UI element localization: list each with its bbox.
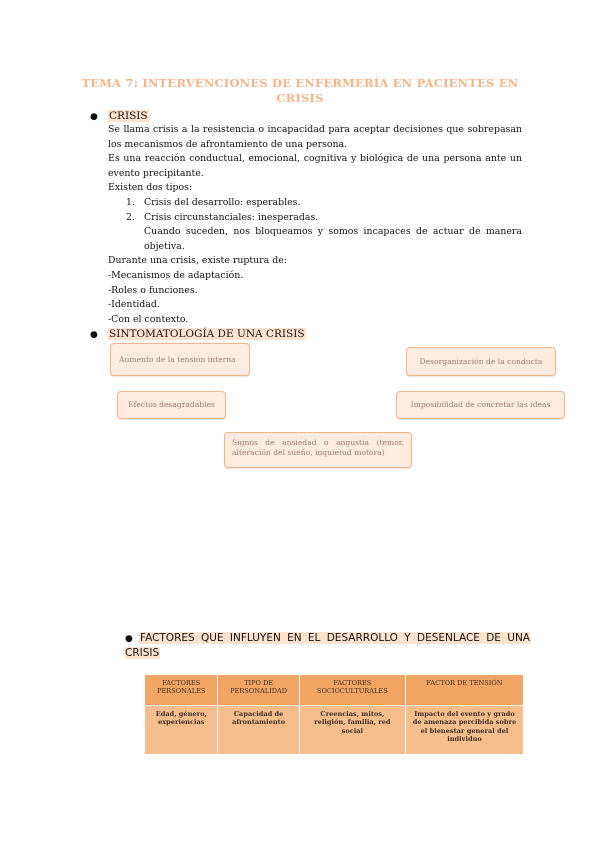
crisis-rupture-intro: Durante una crisis, existe ruptura de: bbox=[108, 255, 287, 267]
symptom-box: Signos de ansiedad o angustia (temor, alteración del sueño, inquietud motora) bbox=[224, 432, 412, 468]
table-cell: Capacidad de afrontamiento bbox=[218, 706, 299, 755]
symptom-box: Efectos desagradables bbox=[117, 391, 226, 419]
table-row bbox=[145, 706, 524, 755]
bullet-icon: ● bbox=[90, 112, 98, 122]
table-header-cell: FACTORES SOCIOCULTURALES bbox=[299, 675, 405, 706]
table-cell: Impacto del evento y grado de amenaza percibida sobre el bienestar general del individuo bbox=[405, 706, 523, 755]
table-header-row bbox=[145, 675, 524, 706]
table-cell: Creencias, mitos, religión, familia, red social bbox=[299, 706, 405, 755]
table-header-cell: TIPO DE PERSONALIDAD bbox=[218, 675, 299, 706]
crisis-heading-row bbox=[90, 110, 149, 124]
table-cell: Edad, género, experiencias bbox=[145, 706, 218, 755]
crisis-types-intro: Existen dos tipos: bbox=[108, 182, 193, 194]
symptom-box: Imposibilidad de concretar las ideas bbox=[396, 391, 565, 419]
symptom-box: Aumento de la tensión interna bbox=[110, 343, 250, 376]
page-title: TEMA 7: INTERVENCIONES DE ENFERMERÍA EN PACIENTES EN CRISIS bbox=[81, 76, 519, 105]
factors-heading: FACTORES QUE INFLUYEN EN EL DESARROLLO Y DESENLACE DE UNA CRISIS bbox=[125, 632, 530, 659]
rupture-item: -Con el contexto. bbox=[108, 313, 189, 325]
factors-table bbox=[144, 674, 524, 755]
bullet-icon: ● bbox=[90, 330, 98, 340]
crisis-body bbox=[108, 123, 522, 327]
rupture-item: -Identidad. bbox=[108, 299, 160, 311]
table-header-cell: FACTOR DE TENSIÓN bbox=[405, 675, 523, 706]
symptoms-heading: SINTOMATOLOGÍA DE UNA CRISIS bbox=[109, 328, 305, 340]
symptom-box: Desorganización de la conducta bbox=[406, 347, 556, 376]
rupture-item: -Mecanismos de adaptación. bbox=[108, 269, 244, 281]
crisis-types-note: Cuando suceden, nos bloqueamos y somos incapaces de actuar de manera objetiva. bbox=[144, 226, 522, 252]
rupture-item: -Roles o funciones. bbox=[108, 284, 198, 296]
table-header-cell: FACTORES PERSONALES bbox=[145, 675, 218, 706]
crisis-type-item: 2. Crisis circunstanciales: inesperadas. bbox=[126, 211, 319, 223]
bullet-icon: ● bbox=[125, 634, 133, 644]
crisis-type-item: 1. Crisis del desarrollo: esperables. bbox=[126, 196, 301, 208]
crisis-para-2: Es una reacción conductual, emocional, cognitiva y biológica de una persona ante un evento precipitante. bbox=[108, 153, 522, 179]
factors-heading-row bbox=[125, 631, 530, 660]
symptoms-heading-row bbox=[90, 328, 306, 342]
crisis-heading: CRISIS bbox=[109, 110, 148, 122]
crisis-para-1: Se llama crisis a la resistencia o incapacidad para aceptar decisiones que sobrepasan los mecanismos de afrontamiento de una persona. bbox=[108, 124, 522, 150]
